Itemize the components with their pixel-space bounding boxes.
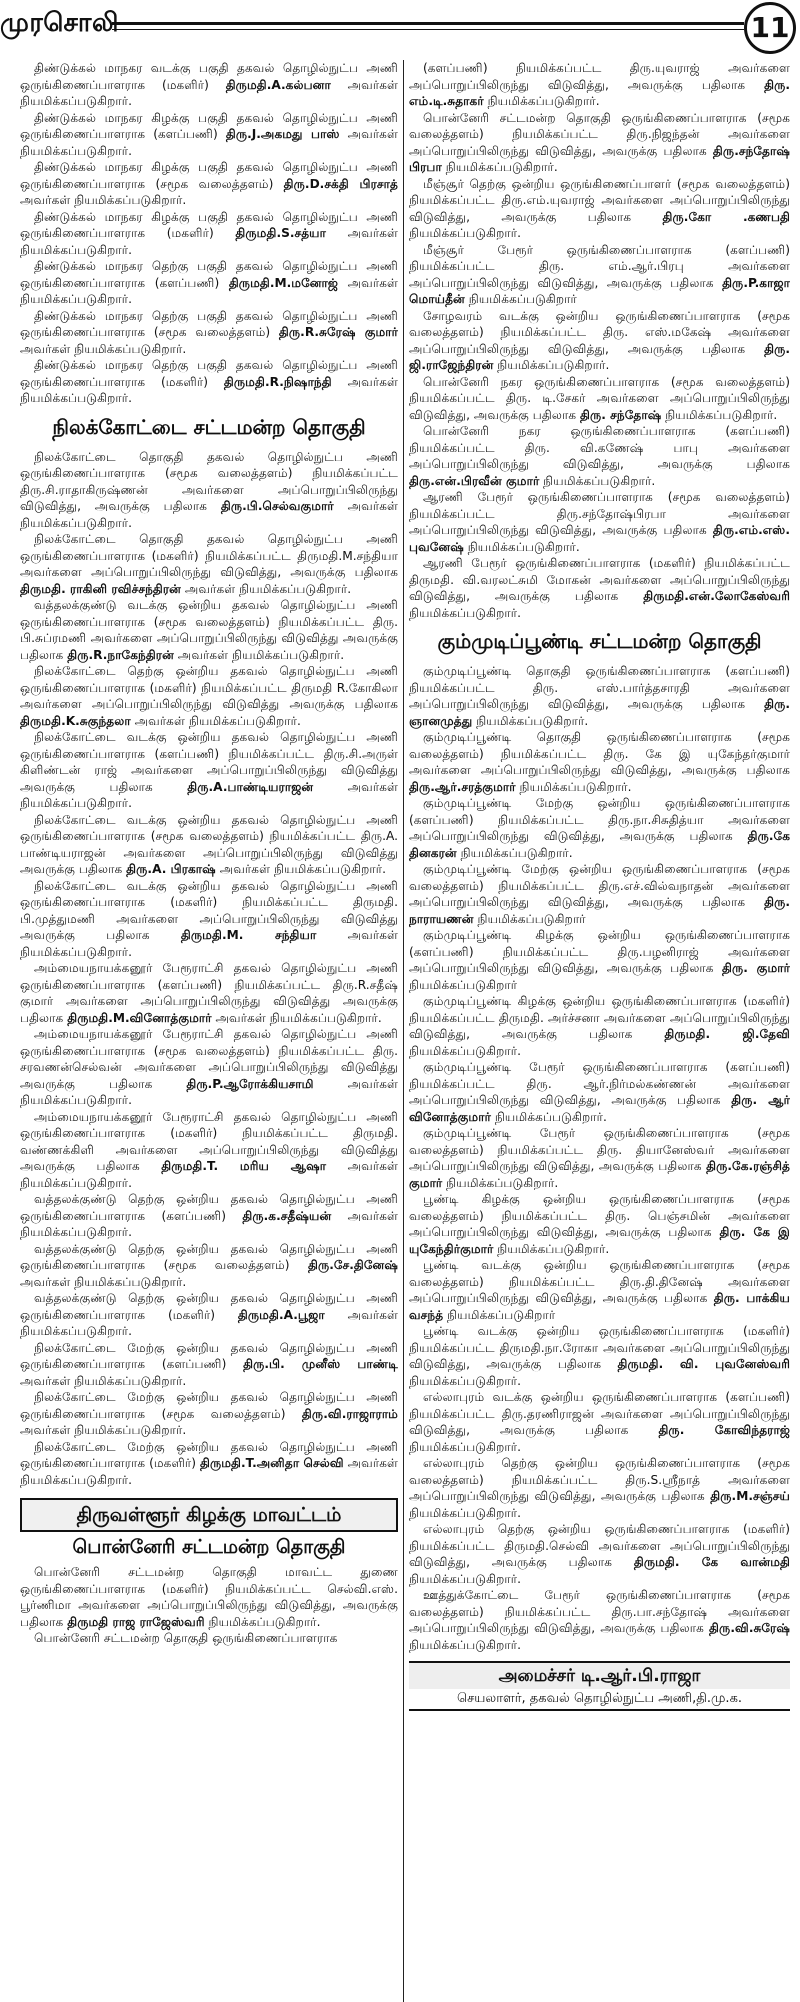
appointment-paragraph	[20, 159, 398, 209]
paragraph-text: நிலக்கோட்டை வடக்கு ஒன்றிய தகவல் தொழில்நுட்ப அணி ஒருங்கிணைப்பாளராக (களப்பணி) நியமிக்கப்பட்ட திரு.சி.அருள் கிளிண்டன் ராஜ் அவர்களை அப்பொறுப்பிலிருந்து விடுவித்து அவருக்கு பதிலாக	[20, 730, 398, 794]
appointee-name: திரு.P.ஆரோக்கியசாமி	[186, 1076, 314, 1091]
appointee-name: திரு. கே இ யுகேந்திர்குமார்	[409, 1225, 790, 1256]
appointee-name: திருமதி. ஜி.தேவி	[664, 1027, 790, 1041]
paragraph-text: திண்டுக்கல் மாநகர தெற்கு பகுதி தகவல் தொழில்நுட்ப அணி ஒருங்கிணைப்பாளராக (மகளிர்)	[20, 358, 398, 389]
appointee-name: திருமதி.M.மனோஜ்	[228, 275, 339, 290]
appointee-name: திரு.A.பாண்டியராஜன்	[187, 779, 314, 794]
appointment-paragraph	[409, 374, 790, 424]
appointee-name: திருமதி.T. மரிய ஆஷா	[161, 1159, 327, 1173]
appointment-paragraph	[20, 1439, 398, 1489]
paragraph-text: சோழவரம் வடக்கு ஒன்றிய ஒருங்கிணைப்பாளராக (சமூக வலைத்தளம்) நியமிக்கப்பட்ட திரு. எஸ்.மகேஷ் அவர்களை அப்பொறுப்பிலிருந்து விடுவித்து, அவருக்கு பதிலாக	[409, 308, 790, 356]
appointment-paragraph	[20, 1290, 398, 1340]
paragraph-tail: நியமிக்கப்படுகிறார்.	[409, 1043, 522, 1058]
paragraph-tail: நியமிக்கப்படுகிறார்.	[409, 1373, 522, 1388]
appointee-name: திரு.பி. முனீஸ் பாண்டி	[243, 1357, 398, 1371]
appointee-name: திருமதி.M.வினோத்குமார்	[67, 1010, 212, 1025]
appointee-name: திரு.வி.ராஜாராம்	[301, 1406, 398, 1421]
appointee-name: திரு.சே.தினேஷ்	[307, 1258, 398, 1272]
paragraph-tail: அவர்கள் நியமிக்கப்படுகிறார்.	[20, 1159, 398, 1190]
appointee-name: திரு.சந்தோஷ் பிரபா	[409, 143, 790, 174]
paragraph-tail: நியமிக்கப்படுகிறார்	[464, 292, 577, 306]
paragraph-tail: அவர்கள் நியமிக்கப்படுகிறார்.	[20, 499, 398, 530]
appointee-name: திரு.A. பிரகாஷ்	[126, 862, 216, 876]
paragraph-text: கும்முடிப்பூண்டி தொகுதி ஒருங்கிணைப்பாளராக (சமூக வலைத்தளம்) நியமிக்கப்பட்ட திரு. கே இ யுகேந்தர்குமார் அவர்களை அப்பொறுப்பிலிருந்து விடுவித்து, அவருக்கு பதிலாக	[409, 730, 790, 777]
paragraph-tail: நியமிக்கப்படுகிறார்.	[515, 779, 632, 794]
appointment-paragraph	[20, 878, 398, 961]
appointment-paragraph	[20, 812, 398, 878]
appointee-name: திரு.க.சதீஷ்யன்	[242, 1208, 332, 1223]
paragraph-text: கும்முடிப்பூண்டி தொகுதி ஒருங்கிணைப்பாளராக (களப்பணி) நியமிக்கப்பட்ட திரு. எஸ்.பார்த்தசாரதி அவர்களை அப்பொறுப்பிலிருந்து விடுவித்து, அவருக்கு பதிலாக	[409, 664, 790, 711]
paragraph-text: கும்முடிப்பூண்டி மேற்கு ஒன்றிய ஒருங்கிணைப்பாளராக (சமூக வலைத்தளம்) நியமிக்கப்பட்ட திரு.எச்.வில்வநாதன் அவர்களை அப்பொறுப்பிலிருந்து விடுவித்து, அவருக்கு பதிலாக	[409, 862, 790, 909]
paragraph-tail: நியமிக்கப்படுகிறார்.	[409, 1505, 522, 1520]
appointment-paragraph	[409, 555, 790, 621]
paragraph-text: கும்முடிப்பூண்டி கிழக்கு ஒன்றிய ஒருங்கிணைப்பாளராக (மகளிர்) நியமிக்கப்பட்ட திருமதி. அர்ச்சனா அவர்களை அப்பொறுப்பிலிருந்து விடுவித்து, அவருக்கு பதிலாக	[409, 994, 790, 1041]
appointee-name: திரு.எம்.எஸ். புவனேஷ்	[409, 523, 790, 554]
paragraph-tail: நியமிக்கப்படுகிறார்.	[539, 473, 656, 488]
appointee-name: திரு.M.சஞ்சய்	[710, 1489, 790, 1503]
page-header	[0, 0, 800, 56]
paragraph-tail: அவர்கள் நியமிக்கப்படுகிறார்.	[215, 862, 386, 876]
appointee-name: திரு. ஞானமுத்து	[409, 697, 790, 728]
paragraph-tail: நியமிக்கப்படுகிறார்.	[456, 845, 573, 860]
paragraph-tail: அவர்கள் நியமிக்கப்படுகிறார்.	[20, 374, 398, 405]
appointment-paragraph	[409, 423, 790, 489]
appointment-paragraph	[20, 258, 398, 308]
appointment-paragraph	[409, 795, 790, 861]
page-number: 11	[744, 2, 796, 54]
appointee-name: திரு. எம்.டி.சுதாகர்	[409, 77, 790, 108]
paragraph-tail: நியமிக்கப்படுகிறார்	[443, 1307, 556, 1322]
paragraph-tail: அவர்கள் நியமிக்கப்படுகிறார்.	[20, 1208, 398, 1239]
section-heading-ponneri: பொன்னேரி சட்டமன்ற தொகுதி	[72, 1536, 346, 1558]
appointment-paragraph	[409, 927, 790, 993]
gummidipoondi-paragraphs	[409, 663, 790, 1653]
appointee-name: திரு. சந்தோஷ்	[580, 407, 662, 422]
appointment-paragraph	[409, 663, 790, 729]
ponneri-paragraphs	[20, 1564, 398, 1647]
paragraph-text: நிலக்கோட்டை வடக்கு ஒன்றிய தகவல் தொழில்நுட்ப அணி ஒருங்கிணைப்பாளராக (மகளிர்) நியமிக்கப்பட்ட திருமதி. பி.முத்துமணி அவர்களை அப்பொறுப்பிலிருந்து விடுவித்து அவருக்கு பதிலாக	[20, 878, 398, 942]
paragraph-text: நிலக்கோட்டை மேற்கு ஒன்றிய தகவல் தொழில்நுட்ப அணி ஒருங்கிணைப்பாளராக (சமூக வலைத்தளம்)	[20, 1390, 398, 1421]
paragraph-text: கும்முடிப்பூண்டி கிழக்கு ஒன்றிய ஒருங்கிணைப்பாளராக (களப்பணி) நியமிக்கப்பட்ட திரு.பழனிராஜ் அவர்களை அப்பொறுப்பிலிருந்து விடுவித்து, அவருக்கு பதிலாக	[409, 928, 790, 975]
appointee-name: திருமதி.T.அனிதா செல்வி	[199, 1456, 344, 1470]
paragraph-text: வத்தலக்குண்டு தெற்கு ஒன்றிய தகவல் தொழில்நுட்ப அணி ஒருங்கிணைப்பாளராக (களப்பணி)	[20, 1192, 398, 1223]
paragraph-text: நிலக்கோட்டை மேற்கு ஒன்றிய தகவல் தொழில்நுட்ப அணி ஒருங்கிணைப்பாளராக (களப்பணி)	[20, 1340, 398, 1371]
paragraph-text: நிலக்கோட்டை மேற்கு ஒன்றிய தகவல் தொழில்நுட்ப அணி ஒருங்கிணைப்பாளராக (மகளிர்)	[20, 1439, 398, 1470]
appointee-name: திருமதி.A.கல்பனா	[225, 77, 331, 92]
appointment-paragraph	[409, 308, 790, 374]
appointee-name: திருமதி ராஜ ராஜேஸ்வரி	[67, 1614, 205, 1629]
appointment-paragraph	[20, 308, 398, 358]
appointee-name: திரு.கோ .கணபதி	[662, 209, 790, 224]
paragraph-tail: நியமிக்கப்படுகிறார்	[473, 911, 586, 926]
paragraph-text: அம்மையநாயக்கனூர் பேரூராட்சி தகவல் தொழில்நுட்ப அணி ஒருங்கிணைப்பாளராக (சமூக வலைத்தளம்) நியமிக்கப்பட்ட திரு. சரவணன்செல்வன் அவர்களை அப்பொறுப்பிலிருந்து விடுவித்து அவருக்கு பதிலாக	[20, 1027, 398, 1091]
appointee-name: திரு.D.சக்தி பிரசாத்	[283, 176, 398, 191]
appointee-name: திரு. ஆர் வினோத்குமார்	[409, 1093, 790, 1124]
appointment-paragraph	[409, 60, 790, 110]
appointment-paragraph	[20, 1630, 398, 1647]
appointment-paragraph	[409, 861, 790, 927]
paragraph-text: திண்டுக்கல் மாநகர கிழக்கு பகுதி தகவல் தொழில்நுட்ப அணி ஒருங்கிணைப்பாளராக (களப்பணி)	[20, 110, 398, 141]
section-heading-nilakottai: நிலக்கோட்டை சட்டமன்ற தொகுதி	[52, 414, 366, 439]
paragraph-text: ஆரணி பேரூர் ஒருங்கிணைப்பாளராக (சமூக வலைத்தளம்) நியமிக்கப்பட்ட திரு.சந்தோஷ்பிரபா அவர்களை அப்பொறுப்பிலிருந்து விடுவித்து, அவருக்கு பதிலாக	[409, 490, 790, 537]
paragraph-tail: அவர்கள் நியமிக்கப்படுகிறார்.	[181, 581, 352, 596]
appointment-paragraph	[20, 1241, 398, 1291]
paragraph-tail: அவர்கள் நியமிக்கப்படுகிறார்.	[20, 275, 398, 306]
appointee-name: திரு.பி.செல்வகுமார்	[220, 499, 334, 513]
paragraph-text: நிலக்கோட்டை வடக்கு ஒன்றிய தகவல் தொழில்நுட்ப அணி ஒருங்கிணைப்பாளராக (சமூக வலைத்தளம்) நியமிக்கப்பட்ட திரு.A. பாண்டியராஜன் அவர்களை அப்பொறுப்பிலிருந்து விடுவித்து அவருக்கு பதிலாக	[20, 812, 398, 876]
district-title-box: திருவள்ளூர் கிழக்கு மாவட்டம்	[20, 1498, 398, 1532]
ponneri-continued-paragraphs	[409, 60, 790, 621]
paragraph-tail: அவர்கள் நியமிக்கப்படுகிறார்.	[20, 1307, 398, 1338]
appointment-paragraph	[20, 1109, 398, 1192]
intro-paragraphs	[20, 60, 398, 407]
paragraph-tail: நியமிக்கப்படுகிறார்.	[409, 1637, 522, 1652]
appointee-name: திருமதி.M. சந்தியா	[180, 928, 317, 942]
appointment-paragraph	[20, 357, 398, 407]
paragraph-tail: நியமிக்கப்படுகிறார்.	[493, 358, 610, 372]
paragraph-text: மீஞ்சூர் பேரூர் ஒருங்கிணைப்பாளராக (களப்பணி) நியமிக்கப்பட்ட திரு. எம்.ஆர்.பிரபு அவர்களை அப்பொறுப்பிலிருந்து விடுவித்து, அவருக்கு பதிலாக	[409, 242, 790, 290]
paragraph-text: வத்தலக்குண்டு தெற்கு ஒன்றிய தகவல் தொழில்நுட்ப அணி ஒருங்கிணைப்பாளராக (சமூக வலைத்தளம்)	[20, 1241, 398, 1272]
paragraph-tail: நியமிக்கப்படுகிறார்.	[661, 407, 778, 422]
appointment-paragraph	[20, 1026, 398, 1109]
appointment-paragraph	[409, 993, 790, 1059]
appointment-paragraph	[409, 1125, 790, 1191]
paper-name: முரசொலி	[0, 8, 119, 38]
paragraph-tail: நியமிக்கப்படுகிறார்.	[204, 1614, 321, 1629]
paragraph-tail: நியமிக்கப்படுகிறார்.	[490, 1109, 607, 1124]
paragraph-text: பொன்னேரி நகர ஒருங்கிணைப்பாளராக (களப்பணி) நியமிக்கப்பட்ட திரு. வி.கணேஷ் பாபு அவர்களை அப்பொறுப்பிலிருந்து விடுவித்து, அவருக்கு பதிலாக	[409, 424, 790, 471]
paragraph-tail: அவர்கள் நியமிக்கப்படுகிறார்.	[20, 1456, 398, 1487]
paragraph-tail: அவர்கள் நியமிக்கப்படுகிறார்.	[20, 77, 398, 108]
appointment-paragraph	[20, 60, 398, 110]
paragraph-text: பொன்னேரி நகர ஒருங்கிணைப்பாளராக (சமூக வலைத்தளம்) நியமிக்கப்பட்ட திரு. டி.சேகர் அவர்களை அப்பொறுப்பிலிருந்து விடுவித்து, அவருக்கு பதிலாக	[409, 374, 790, 422]
appointee-name: திரு.வி.சுரேஷ்	[709, 1621, 790, 1635]
appointment-paragraph	[409, 1323, 790, 1389]
appointment-paragraph	[20, 531, 398, 597]
paragraph-text: ஊத்துக்கோட்டை பேரூர் ஒருங்கிணைப்பாளராக (சமூக வலைத்தளம்) நியமிக்கப்பட்ட திரு.பா.சந்தோஷ் அவர்களை அப்பொறுப்பிலிருந்து விடுவித்து, அவருக்கு பதிலாக	[409, 1588, 790, 1635]
appointment-paragraph	[409, 1389, 790, 1455]
paragraph-tail: அவர்கள் நியமிக்கப்படுகிறார்.	[20, 1076, 398, 1107]
appointee-name: திருமதி. கே வான்மதி	[633, 1555, 790, 1569]
paragraph-tail: நியமிக்கப்படுகிறார்.	[409, 1571, 522, 1586]
paragraph-tail: அவர்கள் நியமிக்கப்படுகிறார்.	[20, 1274, 187, 1289]
paragraph-text: எல்லாபுரம் தெற்கு ஒன்றிய ஒருங்கிணைப்பாளராக (மகளிர்) நியமிக்கப்பட்ட திருமதி.செல்வி அவர்களை அப்பொறுப்பிலிருந்து விடுவித்து, அவருக்கு பதிலாக	[409, 1522, 790, 1569]
signature-name: அமைச்சர் டி.ஆர்.பி.ராஜா	[409, 1663, 790, 1689]
appointee-name: திரு.கே தினகரன்	[409, 829, 790, 860]
paragraph-tail: நியமிக்கப்படுகிறார்.	[441, 160, 558, 174]
paragraph-tail: நியமிக்கப்படுகிறார்.	[442, 1175, 559, 1190]
appointee-name: திருமதி.S.சத்யா	[235, 226, 326, 240]
paragraph-text: (களப்பணி) நியமிக்கப்பட்ட திரு.யுவராஜ் அவர்களை அப்பொறுப்பிலிருந்து விடுவித்து, அவருக்கு பதிலாக	[409, 61, 790, 92]
appointment-paragraph	[409, 1455, 790, 1521]
appointee-name: திரு. குமார்	[722, 961, 790, 975]
appointee-name: திரு.ஆர்.சரத்குமார்	[409, 779, 516, 794]
paragraph-tail: நியமிக்கப்படுகிறார்.	[409, 1439, 522, 1454]
paragraph-text: வத்தலக்குண்டு தெற்கு ஒன்றிய தகவல் தொழில்நுட்ப அணி ஒருங்கிணைப்பாளராக (மகளிர்)	[20, 1291, 398, 1322]
appointment-paragraph	[20, 663, 398, 729]
appointment-paragraph	[409, 242, 790, 308]
paragraph-text: எல்லாபுரம் தெற்கு ஒன்றிய ஒருங்கிணைப்பாளராக (சமூக வலைத்தளம்) நியமிக்கப்பட்ட திரு.S.ஸ்ரீநாத் அவர்களை அப்பொறுப்பிலிருந்து விடுவித்து, அவருக்கு பதிலாக	[409, 1456, 790, 1503]
appointment-paragraph	[20, 209, 398, 259]
paragraph-tail: அவர்கள் நியமிக்கப்படுகிறார்.	[211, 1010, 382, 1025]
paragraph-text: அம்மையநாயக்கனூர் பேரூராட்சி தகவல் தொழில்நுட்ப அணி ஒருங்கிணைப்பாளராக (களப்பணி) நியமிக்கப்பட்ட திரு.R.சதீஷ் குமார் அவர்களை அப்பொறுப்பிலிருந்து விடுவித்து அவருக்கு பதிலாக	[20, 961, 398, 1025]
paragraph-tail: நியமிக்கப்படுகிறார்.	[472, 713, 589, 728]
paragraph-tail: அவர்கள் நியமிக்கப்படுகிறார்.	[130, 713, 301, 728]
paragraph-tail: அவர்கள் நியமிக்கப்படுகிறார்.	[20, 127, 398, 158]
appointment-paragraph	[409, 1587, 790, 1653]
appointee-name: திரு.R.சுரேஷ் குமார்	[278, 325, 398, 339]
appointment-paragraph	[20, 1389, 398, 1439]
appointment-paragraph	[409, 176, 790, 242]
appointment-paragraph	[409, 1257, 790, 1323]
appointment-paragraph	[409, 1191, 790, 1257]
paragraph-text: நிலக்கோட்டை தொகுதி தகவல் தொழில்நுட்ப அணி ஒருங்கிணைப்பாளராக (மகளிர்) நியமிக்கப்பட்ட திருமதி.M.சந்தியா அவர்களை அப்பொறுப்பிலிருந்து விடுவித்து, அவருக்கு பதிலாக	[20, 532, 398, 579]
appointee-name: திருமதி.K.சுகுந்தலா	[20, 713, 131, 728]
paragraph-text: நிலக்கோட்டை தெற்கு ஒன்றிய தகவல் தொழில்நுட்ப அணி ஒருங்கிணைப்பாளராக (மகளிர்) நியமிக்கப்பட்ட திருமதி R.கோகிலா அவர்களை அப்பொறுப்பிலிருந்து விடுவித்து அவருக்கு பதிலாக	[20, 664, 398, 711]
appointment-paragraph	[20, 729, 398, 812]
nilakottai-paragraphs	[20, 449, 398, 1489]
appointee-name: திரு. கோவிந்தராஜ்	[658, 1423, 790, 1437]
appointee-name: திருமதி.R.நிஷாந்தி	[223, 374, 332, 389]
paragraph-text: திண்டுக்கல் மாநகர வடக்கு பகுதி தகவல் தொழில்நுட்ப அணி ஒருங்கிணைப்பாளராக (மகளிர்)	[20, 61, 398, 92]
paragraph-tail: அவர்கள் நியமிக்கப்படுகிறார்.	[20, 779, 398, 810]
appointment-paragraph	[20, 597, 398, 663]
paragraph-tail: அவர்கள் நியமிக்கப்படுகிறார்.	[20, 193, 187, 207]
appointee-name: திருமதி. வி. புவனேஸ்வரி	[617, 1357, 790, 1371]
appointee-name: திரு.P.காஜா மொய்தீன்	[409, 275, 790, 306]
paragraph-text: பூண்டி வடக்கு ஒன்றிய ஒருங்கிணைப்பாளராக (சமூக வலைத்தளம்) நியமிக்கப்பட்ட திரு.தி.தினேஷ் அவர்களை அப்பொறுப்பிலிருந்து விடுவித்து, அவருக்கு பதிலாக	[409, 1258, 790, 1305]
appointee-name: திரு.R.நாகேந்திரன்	[67, 647, 174, 662]
paragraph-tail: நியமிக்கப்படுகிறார்.	[483, 94, 600, 108]
appointment-paragraph	[409, 489, 790, 555]
paragraph-tail: அவர்கள் நியமிக்கப்படுகிறார்.	[20, 226, 398, 257]
appointee-name: திருமதி.A.பூஜா	[237, 1307, 325, 1322]
paragraph-text: வத்தலக்குண்டு வடக்கு ஒன்றிய தகவல் தொழில்நுட்ப அணி ஒருங்கிணைப்பாளராக (சமூக வலைத்தளம்) நியமிக்கப்பட்ட திரு. பி.சுப்ரமணி அவர்களை அப்பொறுப்பிலிருந்து விடுவித்து அவருக்கு பதிலாக	[20, 598, 398, 662]
appointment-paragraph	[409, 110, 790, 176]
appointment-paragraph	[20, 1340, 398, 1390]
paragraph-text: நிலக்கோட்டை தொகுதி தகவல் தொழில்நுட்ப அணி ஒருங்கிணைப்பாளராக (சமூக வலைத்தளம்) நியமிக்கப்பட்ட திரு.சி.ராதாகிருஷ்ணன் அவர்களை அப்பொறுப்பிலிருந்து விடுவித்து, அவருக்கு பதிலாக	[20, 449, 398, 513]
paragraph-text: மீஞ்சூர் தெற்கு ஒன்றிய ஒருங்கிணைப்பாளர் (சமூக வலைத்தளம்) நியமிக்கப்பட்ட திரு.எம்.யுவராஜ் அவர்களை அப்பொறுப்பிலிருந்து விடுவித்து, அவருக்கு பதிலாக	[409, 176, 790, 224]
paragraph-tail: அவர்கள் நியமிக்கப்படுகிறார்.	[20, 928, 398, 959]
appointee-name: திரு.கே.ரஞ்சித் குமார்	[409, 1159, 790, 1190]
section-heading-gummidipoondi: கும்முடிப்பூண்டி சட்டமன்ற தொகுதி	[437, 629, 762, 653]
paragraph-tail: நியமிக்கப்படுகிறார்.	[463, 539, 580, 554]
paragraph-text: பூண்டி கிழக்கு ஒன்றிய ஒருங்கிணைப்பாளராக (சமூக வலைத்தளம்) நியமிக்கப்பட்ட திரு. பெஞ்சமின் அவர்களை அப்பொறுப்பிலிருந்து விடுவித்து, அவருக்கு பதிலாக	[409, 1192, 790, 1239]
paragraph-text: பொன்னேரி சட்டமன்ற தொகுதி மாவட்ட துணை ஒருங்கிணைப்பாளராக (மகளிர்) நியமிக்கப்பட்ட செல்வி.எஸ். பூர்ணிமா அவர்களை அப்பொறுப்பிலிருந்து விடுவித்து, அவருக்கு பதிலாக	[20, 1565, 398, 1629]
appointee-name: திரு.என்.பிரவீன் குமார்	[409, 473, 540, 488]
paragraph-tail: நியமிக்கப்படுகிறார்	[409, 977, 518, 992]
paragraph-text: அம்மையநாயக்கனூர் பேரூராட்சி தகவல் தொழில்நுட்ப அணி ஒருங்கிணைப்பாளராக (மகளிர்) நியமிக்கப்பட்ட திருமதி. வண்ணக்கிளி அவர்களை அப்பொறுப்பிலிருந்து விடுவித்து அவருக்கு பதிலாக	[20, 1109, 398, 1173]
appointee-name: திரு. நாராயணன்	[409, 895, 790, 926]
paragraph-tail: நியமிக்கப்படுகிறார்.	[409, 605, 522, 620]
appointee-name: திரு.J.அகமது பாஸ்	[225, 127, 340, 141]
right-column	[409, 60, 790, 2002]
paragraph-text: கும்முடிப்பூண்டி பேரூர் ஒருங்கிணைப்பாளராக (சமூக வலைத்தளம்) நியமிக்கப்பட்ட திரு. தியானேஸ்வர் அவர்களை அப்பொறுப்பிலிருந்து விடுவித்து, அவருக்கு பதிலாக	[409, 1126, 790, 1173]
appointee-name: திருமதி. ராகினி ரவிச்சந்திரன்	[20, 581, 181, 596]
appointment-paragraph	[20, 960, 398, 1026]
appointment-paragraph	[20, 110, 398, 160]
paragraph-tail: அவர்கள் நியமிக்கப்படுகிறார்.	[173, 647, 345, 662]
appointment-paragraph	[20, 1564, 398, 1630]
left-column	[20, 60, 398, 2002]
appointment-paragraph	[409, 1521, 790, 1587]
paragraph-text: எல்லாபுரம் வடக்கு ஒன்றிய ஒருங்கிணைப்பாளராக (களப்பணி) நியமிக்கப்பட்ட திரு.தரணிராஜன் அவர்களை அப்பொறுப்பிலிருந்து விடுவித்து, அவருக்கு பதிலாக	[409, 1390, 790, 1437]
paragraph-tail: நியமிக்கப்படுகிறார்.	[493, 1241, 610, 1256]
header-rule	[112, 22, 744, 30]
paragraph-text: திண்டுக்கல் மாநகர தெற்கு பகுதி தகவல் தொழில்நுட்ப அணி ஒருங்கிணைப்பாளராக (களப்பணி)	[20, 259, 398, 290]
signature-block	[409, 1661, 790, 1711]
paragraph-text: பூண்டி வடக்கு ஒன்றிய ஒருங்கிணைப்பாளராக (மகளிர்) நியமிக்கப்பட்ட திருமதி.நா.ரோகா அவர்களை அப்பொறுப்பிலிருந்து விடுவித்து, அவருக்கு பதிலாக	[409, 1324, 790, 1371]
appointee-name: திரு. ஜி.ராஜேந்திரன்	[409, 341, 790, 372]
paragraph-text: பொன்னேரி சட்டமன்ற தொகுதி ஒருங்கிணைப்பாளராக	[34, 1631, 338, 1645]
paragraph-tail: அவர்கள் நியமிக்கப்படுகிறார்.	[20, 341, 187, 356]
paragraph-text: பொன்னேரி சட்டமன்ற தொகுதி ஒருங்கிணைப்பாளராக (சமூக வலைத்தளம்) நியமிக்கப்பட்ட திரு.நிஜந்தன் அவர்களை அப்பொறுப்பிலிருந்து விடுவித்து, அவருக்கு பதிலாக	[409, 110, 790, 158]
paragraph-text: திண்டுக்கல் மாநகர கிழக்கு பகுதி தகவல் தொழில்நுட்ப அணி ஒருங்கிணைப்பாளராக (சமூக வலைத்தளம்)	[20, 160, 398, 191]
appointment-paragraph	[20, 1191, 398, 1241]
appointee-name: திரு. பாக்கிய வசந்த்	[409, 1291, 790, 1322]
appointment-paragraph	[409, 729, 790, 795]
paragraph-tail: அவர்கள் நியமிக்கப்படுகிறார்.	[20, 1373, 187, 1388]
paragraph-text: திண்டுக்கல் மாநகர தெற்கு பகுதி தகவல் தொழில்நுட்ப அணி ஒருங்கிணைப்பாளராக (சமூக வலைத்தளம்)	[20, 308, 398, 339]
appointment-paragraph	[409, 1059, 790, 1125]
paragraph-text: கும்முடிப்பூண்டி மேற்கு ஒன்றிய ஒருங்கிணைப்பாளராக (களப்பணி) நியமிக்கப்பட்ட திரு.நா.சிசுதித்யா அவர்களை அப்பொறுப்பிலிருந்து விடுவித்து, அவருக்கு பதிலாக	[409, 796, 790, 843]
appointment-paragraph	[20, 449, 398, 532]
paragraph-text: ஆரணி பேரூர் ஒருங்கிணைப்பாளராக (மகளிர்) நியமிக்கப்பட்ட திருமதி. வி.வரலட்சுமி மோகன் அவர்களை அப்பொறுப்பிலிருந்து விடுவித்து, அவருக்கு பதிலாக	[409, 556, 790, 603]
appointee-name: திருமதி.என்.லோகேஸ்வரி	[643, 589, 790, 603]
paragraph-text: திண்டுக்கல் மாநகர கிழக்கு பகுதி தகவல் தொழில்நுட்ப அணி ஒருங்கிணைப்பாளராக (மகளிர்)	[20, 209, 398, 240]
paragraph-tail: நியமிக்கப்படுகிறார்.	[409, 226, 522, 240]
paragraph-tail: அவர்கள் நியமிக்கப்படுகிறார்.	[20, 1423, 187, 1437]
column-divider	[403, 60, 404, 2002]
paragraph-text: கும்முடிப்பூண்டி பேரூர் ஒருங்கிணைப்பாளராக (களப்பணி) நியமிக்கப்பட்ட திரு. ஆர்.நிர்மல்கண்ணன் அவர்களை அப்பொறுப்பிலிருந்து விடுவித்து, அவருக்கு பதிலாக	[409, 1060, 790, 1107]
signature-designation: செயலாளர், தகவல் தொழில்நுட்ப அணி,தி.மு.க.	[456, 1691, 743, 1706]
